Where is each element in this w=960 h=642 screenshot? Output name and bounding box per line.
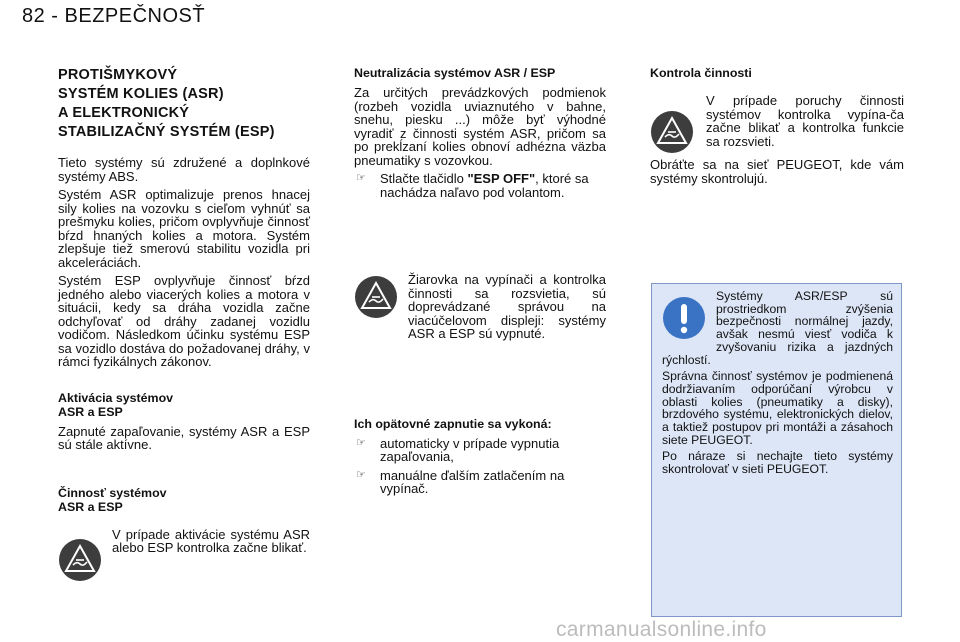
bullet-text: automaticky v prípade vypnutia zapaľovania, (380, 435, 560, 464)
esp-off-bullet (354, 172, 606, 199)
bullet-pre: Stlačte tlačidlo (380, 171, 468, 186)
neutralization-heading: Neutralizácia systémov ASR / ESP (354, 66, 556, 80)
esp-warning-lamp-icon (650, 110, 694, 154)
operation-block (58, 528, 310, 582)
heading-line: Aktivácia systémov (58, 390, 174, 405)
control-heading: Kontrola činnosti (650, 66, 752, 80)
esp-off-label: "ESP OFF" (467, 171, 536, 186)
pointing-hand-bullet-icon: ☞ (356, 436, 366, 449)
exclamation-info-icon (662, 296, 706, 340)
esp-paragraph: Systém ESP ovplyvňuje činnosť bŕzd jedného alebo viacerých kolies a motora v situácii, kedy sa dráha vozidla začne odchyľovať od dráhy zadanej vozidlu vodičom. Následkom účinku systému ESP sa vozidlo dostáva do požadovanej dráhy, v rámci fyzikálnych zákonov. (58, 273, 310, 369)
operation-heading (58, 486, 310, 514)
title-line: SYSTÉM KOLIES (ASR) (58, 86, 224, 102)
reactivation-bullet (354, 437, 606, 464)
info-paragraph: Po náraze si nechajte tieto systémy skontrolovať v sieti PEUGEOT. (662, 449, 893, 477)
bullet-text: manuálne ďalším zatlačením na vypínač. (380, 467, 565, 496)
activation-heading (58, 391, 310, 419)
column-left (58, 66, 310, 582)
heading-line: ASR a ESP (58, 404, 123, 419)
lamp-block (354, 273, 606, 341)
control-block (650, 94, 904, 154)
info-paragraph: Systémy ASR/ESP sú prostriedkom zvýšenia bezpečnosti normálnej jazdy, avšak nesmú viesť vodiča k zvyšovaniu rizika a jazdných rýchlostí. (662, 289, 893, 367)
pointing-hand-bullet-icon: ☞ (356, 468, 366, 481)
heading-line: Činnosť systémov (58, 485, 167, 500)
control-text: V prípade poruchy činnosti systémov kontrolka vypína-ča začne blikať a kontrolka funkcie sa rozsvieti. (706, 93, 904, 149)
title-line: PROTIŠMYKOVÝ (58, 67, 178, 83)
reactivation-bullet (354, 469, 606, 496)
column-right (650, 66, 904, 190)
intro-paragraph: Tieto systémy sú združené a doplnkové systémy ABS. (58, 155, 310, 184)
operation-text: V prípade aktivácie systému ASR alebo ESP kontrolka začne blikať. (112, 526, 310, 555)
neutralization-paragraph: Za určitých prevádzkových podmienok (rozbeh vozidla uviaznutého v bahne, snehu, piesku ...) môže byť výhodné vyradiť z činnosti systém ASR, pričom sa po prekĺzaní kolies obnoví adhézna väzba pneumatiky s vozovkou. (354, 85, 606, 168)
lamp-text: Žiarovka na vypínači a kontrolka činnosti sa rozsvietia, sú doprevádzané správou na viacúčelovom displeji: systémy ASR a ESP sú vypnuté. (408, 272, 606, 341)
bullet-post: , ktoré sa nachádza naľavo pod volantom. (380, 171, 589, 200)
pointing-hand-bullet-icon: ☞ (356, 172, 366, 184)
asr-paragraph: Systém ASR optimalizuje prenos hnacej sily kolies na vozovku s cieľom vyhnúť sa prešmyku kolies, pričom ovplyvňuje činnosť bŕzd hnaných kolies a motora. Systém zlepšuje tiež smerovú stabilitu vozidla pri akceleráciách. (58, 187, 310, 270)
page-header: 82 - BEZPEČNOSŤ (22, 5, 206, 27)
section-title (58, 66, 310, 142)
reactivation-heading: Ich opätovné zapnutie sa vykoná: (354, 416, 552, 431)
title-line: STABILIZAČNÝ SYSTÉM (ESP) (58, 124, 275, 140)
info-box (651, 283, 902, 617)
bullet-text (380, 172, 606, 199)
esp-warning-lamp-icon (354, 275, 398, 319)
activation-text: Zapnuté zapaľovanie, systémy ASR a ESP sú stále aktívne. (58, 423, 310, 452)
dealer-text: Obráťte sa na sieť PEUGEOT, kde vám systémy skontrolujú. (650, 157, 904, 186)
heading-line: ASR a ESP (58, 499, 123, 514)
info-paragraph: Správna činnosť systémov je podmienená dodržiavaním odporúčaní výrobcu v oblasti kolies (pneumatiky a disky), brzdového systému, elektronických dielov, a taktiež postupov pri montáži a zásahoch siete PEUGEOT. (662, 369, 893, 447)
esp-warning-lamp-icon (58, 538, 102, 582)
title-line: A ELEKTRONICKÝ (58, 105, 190, 121)
watermark: carmanualsonline.info (556, 618, 767, 641)
column-middle (354, 66, 606, 501)
